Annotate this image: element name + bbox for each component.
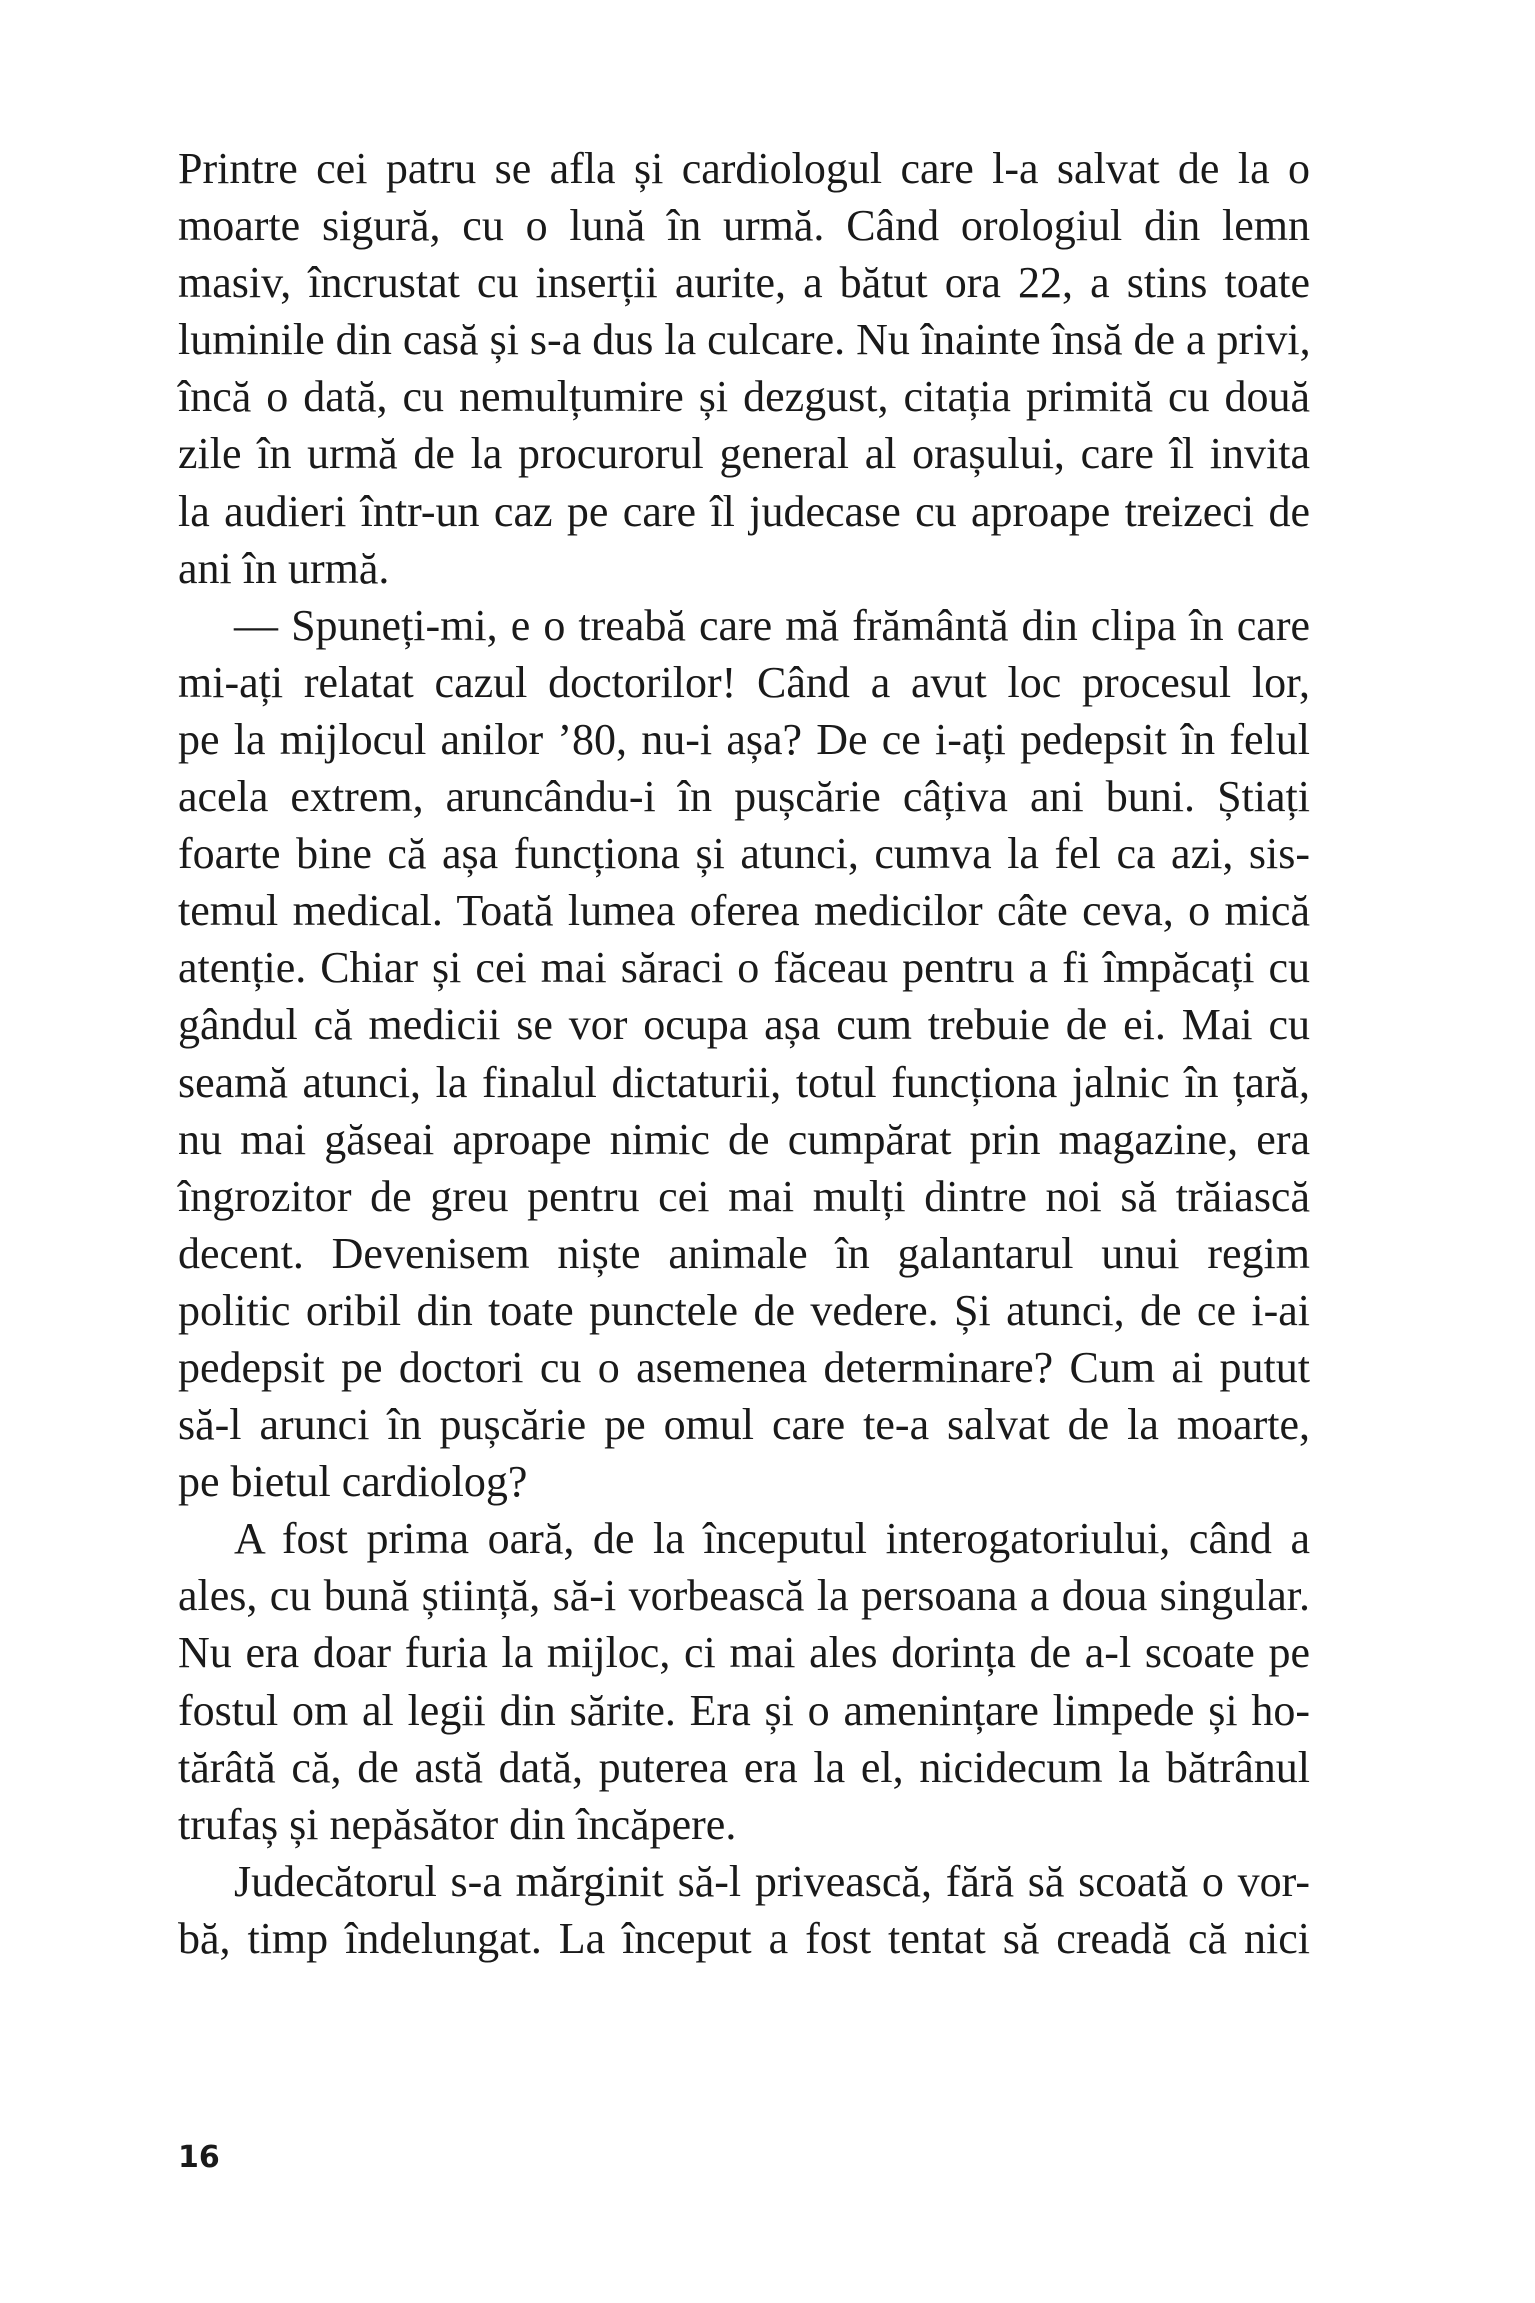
text-line: masiv, încrustat cu inserții aurite, a bătut ora 22, a stins toate xyxy=(178,258,1310,308)
text-line: gândul că medicii se vor ocupa așa cum trebuie de ei. Mai cu xyxy=(178,1000,1310,1050)
text-line: la audieri într-un caz pe care îl judecase cu aproape treizeci de xyxy=(178,486,1310,536)
paragraph xyxy=(178,1853,1310,1967)
text-line: să-l arunci în pușcărie pe omul care te-a salvat de la moarte, xyxy=(178,1400,1310,1450)
text-line: Nu era doar furia la mijloc, ci mai ales dorința de a-l scoate pe xyxy=(178,1628,1310,1678)
paragraph xyxy=(178,140,1310,597)
text-line: zile în urmă de la procurorul general al orașului, care îl invita xyxy=(178,429,1310,479)
text-line: fostul om al legii din sărite. Era și o amenințare limpede și ho- xyxy=(178,1685,1310,1735)
text-line: decent. Devenisem niște animale în galantarul unui regim xyxy=(178,1228,1310,1278)
paragraph xyxy=(178,1510,1310,1853)
text-line: moarte sigură, cu o lună în urmă. Când orologiul din lemn xyxy=(178,201,1310,251)
text-line: foarte bine că așa funcționa și atunci, cumva la fel ca azi, sis- xyxy=(178,829,1310,879)
text-line: pedepsit pe doctori cu o asemenea determinare? Cum ai putut xyxy=(178,1342,1310,1392)
text-line: politic oribil din toate punctele de vedere. Și atunci, de ce i-ai xyxy=(178,1285,1310,1335)
text-line: încă o dată, cu nemulțumire și dezgust, citația primită cu două xyxy=(178,372,1310,422)
text-line: Judecătorul s-a mărginit să-l privească, fără să scoată o vor- xyxy=(234,1856,1310,1906)
text-line: pe bietul cardiolog? xyxy=(178,1457,528,1507)
text-line: A fost prima oară, de la începutul interogatoriului, când a xyxy=(234,1514,1310,1564)
paragraph xyxy=(178,597,1310,1511)
page-number: 16 xyxy=(178,2140,220,2175)
text-line: — Spuneți-mi, e o treabă care mă frământă din clipa în care xyxy=(234,600,1310,650)
body-text xyxy=(178,140,1310,1967)
text-line: atenție. Chiar și cei mai săraci o făceau pentru a fi împăcați cu xyxy=(178,943,1310,993)
text-line: trufaș și nepăsător din încăpere. xyxy=(178,1799,737,1849)
text-line: luminile din casă și s-a dus la culcare. Nu înainte însă de a privi, xyxy=(178,315,1311,365)
text-line: ani în urmă. xyxy=(178,543,390,593)
text-line: pe la mijlocul anilor ’80, nu-i așa? De ce i-ați pedepsit în felul xyxy=(178,714,1310,764)
text-line: ales, cu bună știință, să-i vorbească la persoana a doua singular. xyxy=(178,1571,1310,1621)
text-line: nu mai găseai aproape nimic de cumpărat prin magazine, era xyxy=(178,1114,1310,1164)
text-line: tărâtă că, de astă dată, puterea era la el, nicidecum la bătrânul xyxy=(178,1742,1310,1792)
text-line: seamă atunci, la finalul dictaturii, totul funcționa jalnic în țară, xyxy=(178,1057,1310,1107)
text-line: îngrozitor de greu pentru cei mai mulți dintre noi să trăiască xyxy=(178,1171,1310,1221)
text-line: bă, timp îndelungat. La început a fost tentat să creadă că nici xyxy=(178,1913,1310,1963)
text-line: mi-ați relatat cazul doctorilor! Când a avut loc procesul lor, xyxy=(178,657,1310,707)
text-line: temul medical. Toată lumea oferea medicilor câte ceva, o mică xyxy=(178,886,1310,936)
text-line: Printre cei patru se afla și cardiologul care l-a salvat de la o xyxy=(178,144,1310,193)
text-line: acela extrem, aruncându-i în pușcărie câțiva ani buni. Știați xyxy=(178,772,1310,822)
